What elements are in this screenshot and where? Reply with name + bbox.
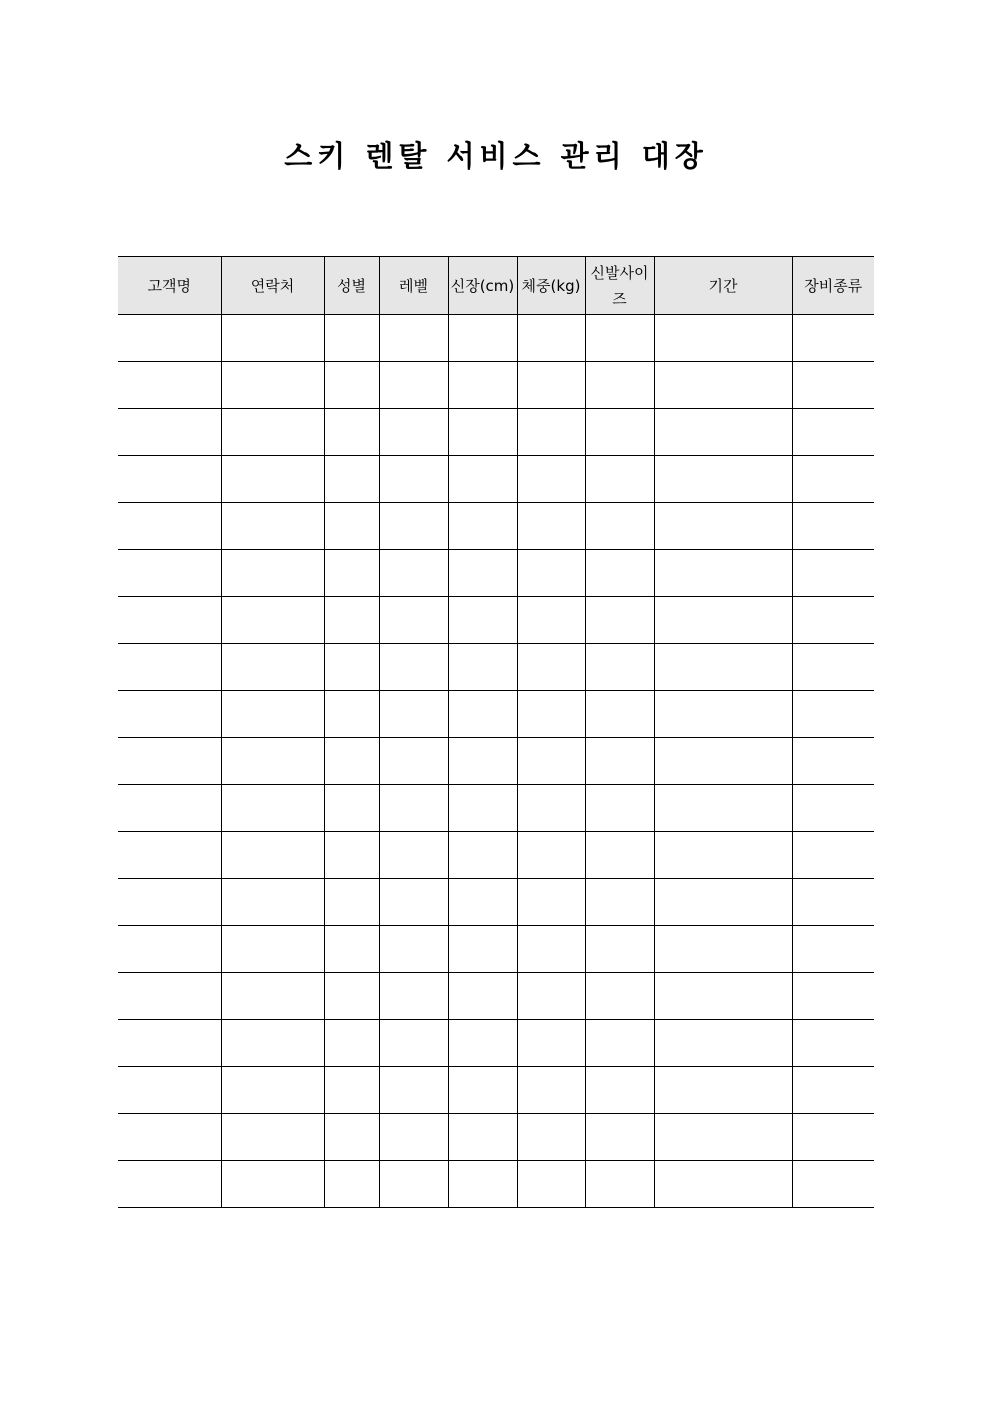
table-row xyxy=(118,362,874,409)
cell-level[interactable] xyxy=(379,644,448,691)
cell-weight[interactable] xyxy=(517,503,585,550)
cell-height[interactable] xyxy=(448,785,517,832)
cell-level[interactable] xyxy=(379,973,448,1020)
cell-gender[interactable] xyxy=(324,550,379,597)
cell-height[interactable] xyxy=(448,456,517,503)
cell-shoe-size[interactable] xyxy=(585,691,654,738)
cell-period[interactable] xyxy=(654,1114,792,1161)
header-period: 기간 xyxy=(654,257,792,315)
cell-contact[interactable] xyxy=(221,879,324,926)
cell-equipment-type[interactable] xyxy=(792,503,874,550)
cell-contact[interactable] xyxy=(221,738,324,785)
cell-period[interactable] xyxy=(654,738,792,785)
cell-weight[interactable] xyxy=(517,1020,585,1067)
cell-customer-name[interactable] xyxy=(118,1114,221,1161)
cell-equipment-type[interactable] xyxy=(792,550,874,597)
cell-gender[interactable] xyxy=(324,362,379,409)
table-row xyxy=(118,409,874,456)
cell-period[interactable] xyxy=(654,691,792,738)
table-row xyxy=(118,503,874,550)
cell-gender[interactable] xyxy=(324,738,379,785)
cell-period[interactable] xyxy=(654,362,792,409)
cell-period[interactable] xyxy=(654,597,792,644)
cell-weight[interactable] xyxy=(517,738,585,785)
cell-shoe-size[interactable] xyxy=(585,503,654,550)
cell-customer-name[interactable] xyxy=(118,738,221,785)
cell-contact[interactable] xyxy=(221,1020,324,1067)
cell-customer-name[interactable] xyxy=(118,1020,221,1067)
header-contact: 연락처 xyxy=(221,257,324,315)
cell-shoe-size[interactable] xyxy=(585,456,654,503)
cell-customer-name[interactable] xyxy=(118,973,221,1020)
cell-equipment-type[interactable] xyxy=(792,362,874,409)
cell-equipment-type[interactable] xyxy=(792,315,874,362)
header-height: 신장(cm) xyxy=(448,257,517,315)
header-equipment-type: 장비종류 xyxy=(792,257,874,315)
cell-contact[interactable] xyxy=(221,550,324,597)
cell-height[interactable] xyxy=(448,832,517,879)
cell-shoe-size[interactable] xyxy=(585,362,654,409)
cell-equipment-type[interactable] xyxy=(792,456,874,503)
cell-equipment-type[interactable] xyxy=(792,926,874,973)
cell-level[interactable] xyxy=(379,1020,448,1067)
cell-shoe-size[interactable] xyxy=(585,1020,654,1067)
cell-level[interactable] xyxy=(379,738,448,785)
cell-period[interactable] xyxy=(654,503,792,550)
cell-contact[interactable] xyxy=(221,1114,324,1161)
cell-gender[interactable] xyxy=(324,597,379,644)
cell-customer-name[interactable] xyxy=(118,456,221,503)
cell-equipment-type[interactable] xyxy=(792,644,874,691)
header-row xyxy=(118,257,874,315)
cell-contact[interactable] xyxy=(221,315,324,362)
cell-gender[interactable] xyxy=(324,644,379,691)
cell-shoe-size[interactable] xyxy=(585,785,654,832)
table-row xyxy=(118,1114,874,1161)
cell-customer-name[interactable] xyxy=(118,362,221,409)
cell-level[interactable] xyxy=(379,362,448,409)
table-row xyxy=(118,456,874,503)
cell-period[interactable] xyxy=(654,879,792,926)
cell-equipment-type[interactable] xyxy=(792,1067,874,1114)
cell-equipment-type[interactable] xyxy=(792,785,874,832)
cell-level[interactable] xyxy=(379,503,448,550)
cell-shoe-size[interactable] xyxy=(585,550,654,597)
cell-contact[interactable] xyxy=(221,409,324,456)
cell-period[interactable] xyxy=(654,1067,792,1114)
page-title: 스키 렌탈 서비스 관리 대장 xyxy=(284,139,708,173)
cell-weight[interactable] xyxy=(517,1161,585,1208)
cell-gender[interactable] xyxy=(324,1020,379,1067)
cell-equipment-type[interactable] xyxy=(792,832,874,879)
cell-gender[interactable] xyxy=(324,973,379,1020)
cell-level[interactable] xyxy=(379,1161,448,1208)
cell-customer-name[interactable] xyxy=(118,503,221,550)
cell-height[interactable] xyxy=(448,597,517,644)
cell-height[interactable] xyxy=(448,973,517,1020)
cell-contact[interactable] xyxy=(221,456,324,503)
cell-equipment-type[interactable] xyxy=(792,409,874,456)
cell-height[interactable] xyxy=(448,362,517,409)
cell-height[interactable] xyxy=(448,926,517,973)
cell-contact[interactable] xyxy=(221,926,324,973)
cell-weight[interactable] xyxy=(517,456,585,503)
cell-shoe-size[interactable] xyxy=(585,1161,654,1208)
cell-level[interactable] xyxy=(379,691,448,738)
cell-customer-name[interactable] xyxy=(118,1161,221,1208)
cell-weight[interactable] xyxy=(517,1067,585,1114)
cell-level[interactable] xyxy=(379,315,448,362)
cell-gender[interactable] xyxy=(324,785,379,832)
cell-contact[interactable] xyxy=(221,785,324,832)
table-row xyxy=(118,550,874,597)
cell-level[interactable] xyxy=(379,1114,448,1161)
cell-shoe-size[interactable] xyxy=(585,1067,654,1114)
table-row xyxy=(118,315,874,362)
cell-equipment-type[interactable] xyxy=(792,1114,874,1161)
cell-level[interactable] xyxy=(379,597,448,644)
cell-gender[interactable] xyxy=(324,503,379,550)
cell-contact[interactable] xyxy=(221,1161,324,1208)
cell-height[interactable] xyxy=(448,1161,517,1208)
cell-contact[interactable] xyxy=(221,597,324,644)
cell-shoe-size[interactable] xyxy=(585,973,654,1020)
cell-shoe-size[interactable] xyxy=(585,832,654,879)
cell-weight[interactable] xyxy=(517,362,585,409)
cell-weight[interactable] xyxy=(517,832,585,879)
cell-period[interactable] xyxy=(654,456,792,503)
table-row xyxy=(118,691,874,738)
cell-equipment-type[interactable] xyxy=(792,973,874,1020)
cell-period[interactable] xyxy=(654,409,792,456)
cell-height[interactable] xyxy=(448,879,517,926)
cell-customer-name[interactable] xyxy=(118,926,221,973)
cell-weight[interactable] xyxy=(517,644,585,691)
cell-level[interactable] xyxy=(379,456,448,503)
cell-period[interactable] xyxy=(654,832,792,879)
table-row xyxy=(118,644,874,691)
table-row xyxy=(118,926,874,973)
cell-period[interactable] xyxy=(654,315,792,362)
cell-level[interactable] xyxy=(379,832,448,879)
cell-weight[interactable] xyxy=(517,926,585,973)
cell-equipment-type[interactable] xyxy=(792,738,874,785)
cell-height[interactable] xyxy=(448,503,517,550)
cell-period[interactable] xyxy=(654,973,792,1020)
table-row xyxy=(118,973,874,1020)
table-row xyxy=(118,1020,874,1067)
header-weight: 체중(kg) xyxy=(517,257,585,315)
cell-period[interactable] xyxy=(654,785,792,832)
cell-height[interactable] xyxy=(448,409,517,456)
cell-contact[interactable] xyxy=(221,973,324,1020)
cell-equipment-type[interactable] xyxy=(792,1020,874,1067)
cell-contact[interactable] xyxy=(221,1067,324,1114)
cell-customer-name[interactable] xyxy=(118,409,221,456)
cell-gender[interactable] xyxy=(324,879,379,926)
cell-shoe-size[interactable] xyxy=(585,738,654,785)
cell-period[interactable] xyxy=(654,1020,792,1067)
cell-height[interactable] xyxy=(448,315,517,362)
cell-equipment-type[interactable] xyxy=(792,1161,874,1208)
cell-level[interactable] xyxy=(379,785,448,832)
cell-equipment-type[interactable] xyxy=(792,597,874,644)
cell-weight[interactable] xyxy=(517,550,585,597)
cell-gender[interactable] xyxy=(324,1067,379,1114)
cell-weight[interactable] xyxy=(517,879,585,926)
table-row xyxy=(118,738,874,785)
cell-gender[interactable] xyxy=(324,409,379,456)
cell-customer-name[interactable] xyxy=(118,879,221,926)
cell-period[interactable] xyxy=(654,1161,792,1208)
cell-period[interactable] xyxy=(654,644,792,691)
cell-height[interactable] xyxy=(448,738,517,785)
cell-shoe-size[interactable] xyxy=(585,597,654,644)
cell-gender[interactable] xyxy=(324,456,379,503)
cell-level[interactable] xyxy=(379,550,448,597)
cell-customer-name[interactable] xyxy=(118,1067,221,1114)
cell-contact[interactable] xyxy=(221,644,324,691)
cell-contact[interactable] xyxy=(221,503,324,550)
table-row xyxy=(118,597,874,644)
cell-weight[interactable] xyxy=(517,785,585,832)
cell-weight[interactable] xyxy=(517,973,585,1020)
cell-gender[interactable] xyxy=(324,1114,379,1161)
table-row xyxy=(118,1067,874,1114)
table-row xyxy=(118,1161,874,1208)
cell-weight[interactable] xyxy=(517,315,585,362)
cell-shoe-size[interactable] xyxy=(585,644,654,691)
cell-height[interactable] xyxy=(448,1114,517,1161)
cell-weight[interactable] xyxy=(517,597,585,644)
cell-gender[interactable] xyxy=(324,315,379,362)
cell-height[interactable] xyxy=(448,691,517,738)
cell-height[interactable] xyxy=(448,1020,517,1067)
header-gender: 성별 xyxy=(324,257,379,315)
cell-shoe-size[interactable] xyxy=(585,879,654,926)
cell-weight[interactable] xyxy=(517,1114,585,1161)
cell-shoe-size[interactable] xyxy=(585,315,654,362)
table-row xyxy=(118,832,874,879)
cell-period[interactable] xyxy=(654,926,792,973)
cell-gender[interactable] xyxy=(324,832,379,879)
cell-contact[interactable] xyxy=(221,691,324,738)
cell-shoe-size[interactable] xyxy=(585,409,654,456)
cell-level[interactable] xyxy=(379,926,448,973)
cell-level[interactable] xyxy=(379,879,448,926)
cell-customer-name[interactable] xyxy=(118,691,221,738)
cell-customer-name[interactable] xyxy=(118,550,221,597)
cell-contact[interactable] xyxy=(221,362,324,409)
cell-height[interactable] xyxy=(448,644,517,691)
table-row xyxy=(118,785,874,832)
cell-customer-name[interactable] xyxy=(118,315,221,362)
cell-customer-name[interactable] xyxy=(118,785,221,832)
cell-customer-name[interactable] xyxy=(118,597,221,644)
header-customer-name: 고객명 xyxy=(118,257,221,315)
cell-equipment-type[interactable] xyxy=(792,879,874,926)
header-level: 레벨 xyxy=(379,257,448,315)
cell-height[interactable] xyxy=(448,1067,517,1114)
cell-shoe-size[interactable] xyxy=(585,926,654,973)
rental-ledger-table xyxy=(118,256,874,1208)
cell-customer-name[interactable] xyxy=(118,644,221,691)
cell-gender[interactable] xyxy=(324,691,379,738)
table-row xyxy=(118,879,874,926)
cell-weight[interactable] xyxy=(517,691,585,738)
cell-shoe-size[interactable] xyxy=(585,1114,654,1161)
cell-level[interactable] xyxy=(379,1067,448,1114)
cell-customer-name[interactable] xyxy=(118,832,221,879)
cell-height[interactable] xyxy=(448,550,517,597)
cell-contact[interactable] xyxy=(221,832,324,879)
cell-gender[interactable] xyxy=(324,926,379,973)
cell-weight[interactable] xyxy=(517,409,585,456)
header-shoe-size: 신발사이즈 xyxy=(585,257,654,315)
cell-equipment-type[interactable] xyxy=(792,691,874,738)
cell-gender[interactable] xyxy=(324,1161,379,1208)
ledger-body xyxy=(118,315,874,1208)
cell-period[interactable] xyxy=(654,550,792,597)
cell-level[interactable] xyxy=(379,409,448,456)
